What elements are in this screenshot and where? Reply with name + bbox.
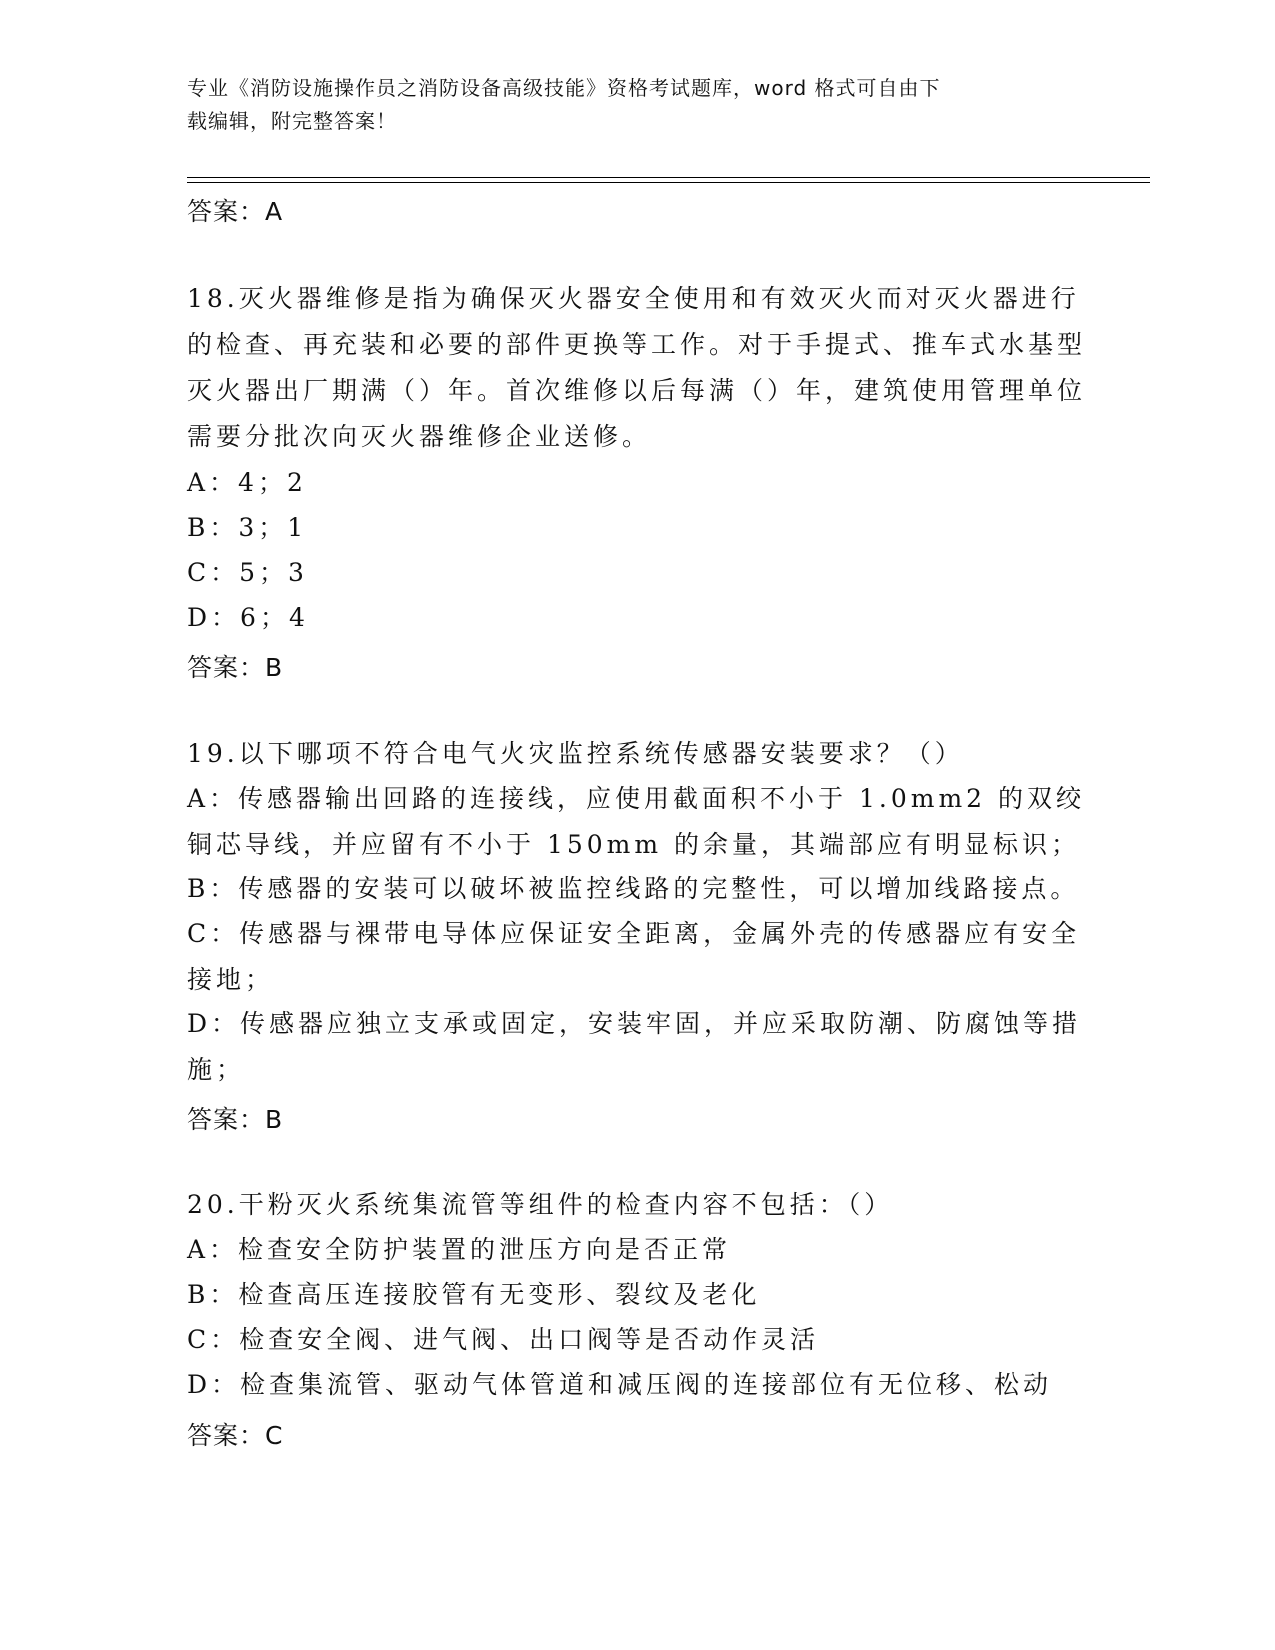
header-rule-top xyxy=(187,177,1150,178)
question-20-option-d: D：检查集流管、驱动气体管道和减压阀的连接部位有无位移、松动 xyxy=(187,1370,1053,1399)
header-line-2: 载编辑，附完整答案！ xyxy=(187,109,397,133)
question-18-option-d: D：6；4 xyxy=(187,603,309,632)
question-20-option-a: A：检查安全防护装置的泄压方向是否正常 xyxy=(187,1235,732,1264)
question-19-option-b: B：传感器的安装可以破坏被监控线路的完整性，可以增加线路接点。 xyxy=(187,874,1080,903)
question-19-option-a: A：传感器输出回路的连接线，应使用截面积不小于 1.0mm2 的双绞铜芯导线，并应留有不小于 150mm 的余量，其端部应有明显标识； xyxy=(187,784,1086,859)
question-19-answer: 答案：B xyxy=(187,1105,284,1134)
question-19-stem: 19.以下哪项不符合电气火灾监控系统传感器安装要求？（） xyxy=(187,739,964,768)
question-20-answer: 答案：C xyxy=(187,1421,284,1450)
question-19-option-c: C：传感器与裸带电导体应保证安全距离，金属外壳的传感器应有安全接地； xyxy=(187,919,1081,994)
question-20-option-c: C：检查安全阀、进气阀、出口阀等是否动作灵活 xyxy=(187,1325,820,1354)
question-19-option-d: D：传感器应独立支承或固定，安装牢固，并应采取防潮、防腐蚀等措施； xyxy=(187,1009,1082,1084)
question-18-option-a: A：4；2 xyxy=(187,468,307,497)
question-20-option-b: B：检查高压连接胶管有无变形、裂纹及老化 xyxy=(187,1280,761,1309)
document-header xyxy=(187,72,1067,138)
question-20-stem: 20.干粉灭火系统集流管等组件的检查内容不包括：（） xyxy=(187,1190,894,1219)
question-18-answer: 答案：B xyxy=(187,653,284,682)
answer-previous: 答案：A xyxy=(187,197,284,226)
header-rule-bottom xyxy=(187,182,1150,183)
question-18-option-b: B：3；1 xyxy=(187,513,308,542)
question-18-option-c: C：5；3 xyxy=(187,558,308,587)
question-18-stem: 18.灭火器维修是指为确保灭火器安全使用和有效灭火而对灭火器进行的检查、再充装和必要的部件更换等工作。对于手提式、推车式水基型灭火器出厂期满（）年。首次维修以后每满（）年，建筑使用管理单位需要分批次向灭火器维修企业送修。 xyxy=(187,284,1087,451)
header-line-1: 专业《消防设施操作员之消防设备高级技能》资格考试题库，word 格式可自由下 xyxy=(187,76,941,100)
